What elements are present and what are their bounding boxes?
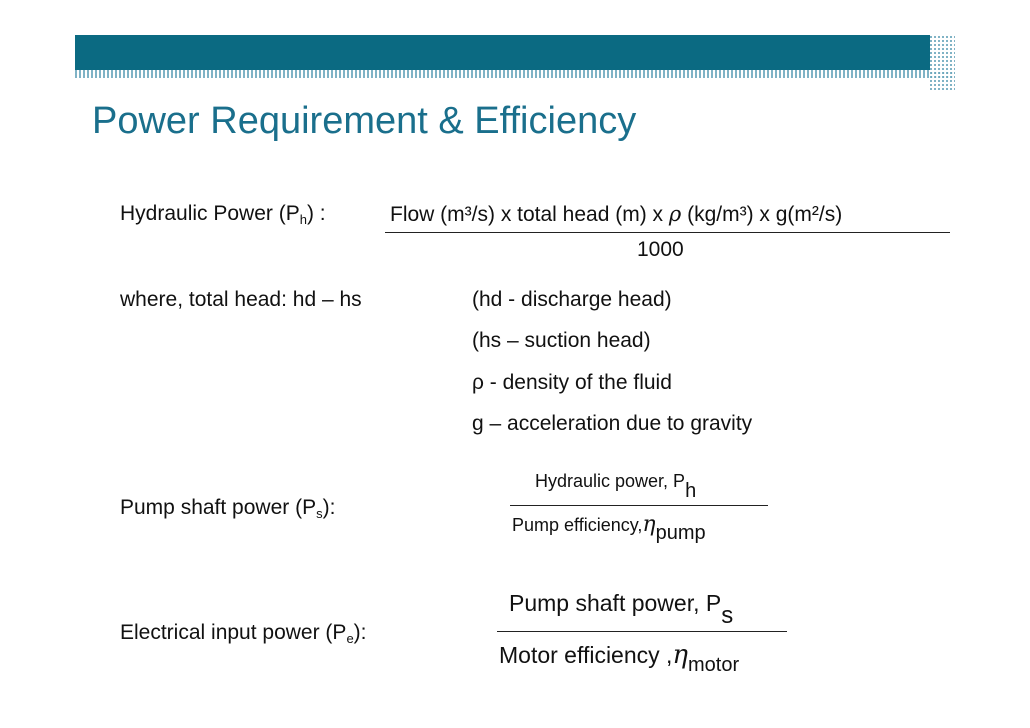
pump-shaft-numerator-text: Hydraulic power, P [535, 471, 686, 491]
electrical-label-sub: e [346, 631, 354, 646]
electrical-label-text: Electrical input power (P [120, 621, 347, 644]
pump-shaft-numerator-sub: h [685, 480, 697, 502]
hydraulic-label-sub: h [299, 212, 307, 227]
hydraulic-label-text: Hydraulic Power (P [120, 202, 300, 225]
where-label: where, total head: hd – hs [120, 288, 362, 311]
header-stripe [75, 70, 955, 78]
electrical-fraction-line [497, 631, 787, 632]
pump-shaft-label-tail: ): [322, 496, 336, 519]
pump-shaft-denominator-sub: pump [655, 522, 706, 544]
eta-symbol: η [642, 512, 656, 537]
rho-symbol: ρ [668, 202, 682, 226]
electrical-denominator-text: Motor efficiency , [499, 642, 673, 668]
electrical-denominator [499, 640, 740, 676]
eta-symbol: η [672, 640, 688, 670]
pump-shaft-label-text: Pump shaft power (P [120, 496, 317, 519]
hydraulic-fraction-line [385, 232, 950, 233]
electrical-numerator [509, 590, 734, 629]
hydraulic-numerator [390, 202, 842, 227]
pump-shaft-fraction-line [510, 505, 768, 506]
hydraulic-label-tail: ) : [306, 202, 326, 225]
where-item: g – acceleration due to gravity [472, 412, 753, 435]
electrical-label-tail: ): [353, 621, 367, 644]
hydraulic-denominator: 1000 [637, 238, 684, 261]
electrical-denominator-sub: motor [688, 654, 740, 676]
electrical-input-label [120, 621, 367, 646]
where-item: (hd - discharge head) [472, 288, 672, 311]
header-banner [75, 35, 930, 70]
pump-shaft-label [120, 496, 335, 521]
pump-shaft-label-sub: s [316, 506, 323, 521]
where-item: ρ - density of the fluid [472, 371, 672, 394]
pump-shaft-denominator-text: Pump efficiency, [512, 515, 643, 535]
pump-shaft-numerator [535, 470, 697, 502]
where-item: (hs – suction head) [472, 329, 651, 352]
hydraulic-numerator-tail: (kg/m³) x g(m²/s) [687, 203, 843, 226]
pump-shaft-denominator [512, 512, 706, 544]
header-grid-overlay [930, 35, 955, 90]
hydraulic-numerator-text: Flow (m³/s) x total head (m) x [390, 203, 664, 226]
electrical-numerator-text: Pump shaft power, P [509, 590, 722, 616]
slide-title: Power Requirement & Efficiency [92, 100, 637, 142]
hydraulic-power-label [120, 202, 326, 227]
electrical-numerator-sub: s [721, 602, 734, 629]
